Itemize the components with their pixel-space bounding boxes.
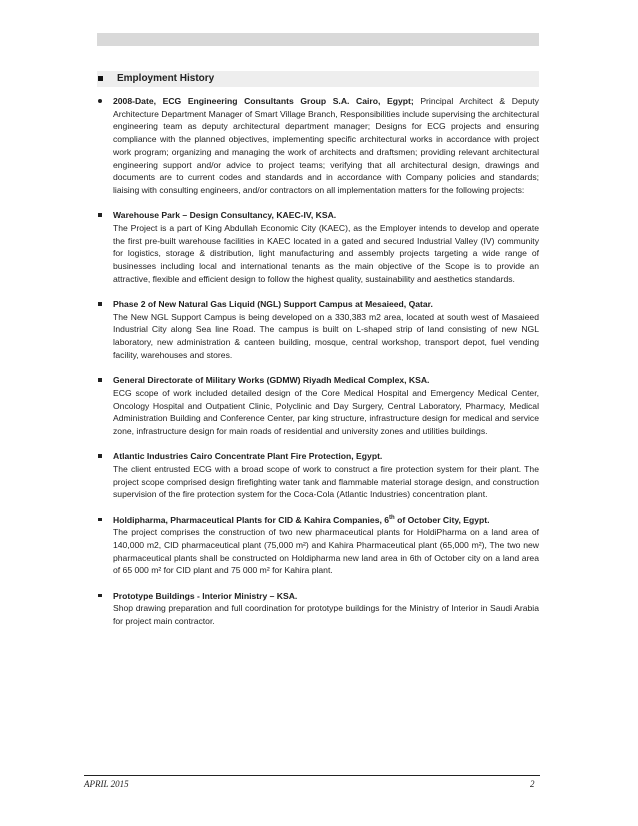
item-title: Atlantic Industries Cairo Concentrate Plant Fire Protection, Egypt. [113,451,383,462]
list-item [97,209,539,285]
footer-date: APRIL 2015 [84,779,129,789]
item-title: 2008-Date, ECG Engineering Consultants Group S.A. Cairo, Egypt; [113,96,414,106]
employment-list [97,95,539,640]
list-item [97,450,539,501]
footer-divider [84,775,540,776]
list-item [97,514,539,578]
square-bullet-icon [98,378,102,382]
item-body: The project comprises the construction of two new pharmaceutical plants for HoldiPharma on a land area of 140,000 m2, CID pharmaceutical plant (75,000 m²) and Kahira Pharmaceutical plant (65,000 m²), The two new pharmaceutical plants shall be constructed on Holdipharma new land area in 6th of October city on a land area of 65 000 m² for CID plant and 75 000 m² for Kahira plant. [113,527,539,576]
item-body: The Project is a part of King Abdullah Economic City (KAEC), as the Employer intends to develop and operate the first pre-built warehouse facilities in KAEC located in a gated and secured Industrial Valley (IV) community for logistics, storage & distribution, light manufacturing and assembly projects targeting a wide range of businesses including local and international tenants as the main objective of the Scope is to provide an attractive, flexible and efficient design to follow the highest quality, sustainability and aesthetics standards. [113,222,539,284]
bullet-icon [98,99,102,103]
item-body: The New NGL Support Campus is being developed on a 330,383 m2 area, located at south west of Masaieed Industrial City along Sea line Road. The campus is built on L-shaped strip of land consisting of new NGL laboratory, new administration & canteen building, mosque, central workshop, transport depot, fuel vending facility, warehouses and stores. [113,311,539,360]
list-item [97,374,539,438]
header-bar [97,33,539,46]
square-bullet-icon [98,76,103,81]
square-bullet-icon [98,594,102,598]
item-body: ECG scope of work included detailed design of the Core Medical Hospital and Emergency Medical Center, Oncology Hospital and Outpatient Clinic, Polyclinic and Day Surgery, Central Laboratory, Pharmacy, Medical Administration Building and Conference Center, par king structure, infrastructure design for medical and service zone, infrastructure design for main roads of residential and university zones and utilities buildings. [113,387,539,436]
item-title: Holdipharma, Pharmaceutical Plants for CID & Kahira Companies, 6th of October City, Egypt. [113,514,490,525]
square-bullet-icon [98,518,102,522]
square-bullet-icon [98,454,102,458]
item-title: General Directorate of Military Works (GDMW) Riyadh Medical Complex, KSA. [113,375,430,386]
list-item [97,590,539,628]
list-item [97,298,539,362]
item-title: Phase 2 of New Natural Gas Liquid (NGL) Support Campus at Mesaieed, Qatar. [113,299,433,310]
item-body: Principal Architect & Deputy Architecture Department Manager of Smart Village Branch, Responsibilities include supervising the architectural engineering team as deputy architectural department manager; Designs for ECG projects and ensuring compliance with the planned objectives, implementing specific architectural works in accordance with project work program; organizing and managing the work of architects and draftsmen; providing relevant architectural engineering support and/or advice to project teams; verifying that all architectural design, drawings and documents are to current codes and standards and in accordance with Company policies and standards; liaising with consulting engineers, and/or contractors on all implementation matters for the following projects: [113,96,539,195]
item-title: Prototype Buildings - Interior Ministry – KSA. [113,590,298,601]
section-title: Employment History [117,73,215,84]
page-number: 2 [530,779,535,789]
item-body: Shop drawing preparation and full coordination for prototype buildings for the Ministry of Interior in Saudi Arabia for project main contractor. [113,603,539,627]
list-item [97,95,539,197]
item-body: The client entrusted ECG with a broad scope of work to construct a fire protection system for their plant. The project scope comprised design firefighting water tank and flammable material storage design, and construction supervision of the fire protection system for the Coca-Cola (Atlantic Industries) concentration plant. [113,463,539,500]
section-heading [97,71,539,87]
item-title: Warehouse Park – Design Consultancy, KAEC-IV, KSA. [113,210,337,221]
square-bullet-icon [98,302,102,306]
square-bullet-icon [98,213,102,217]
